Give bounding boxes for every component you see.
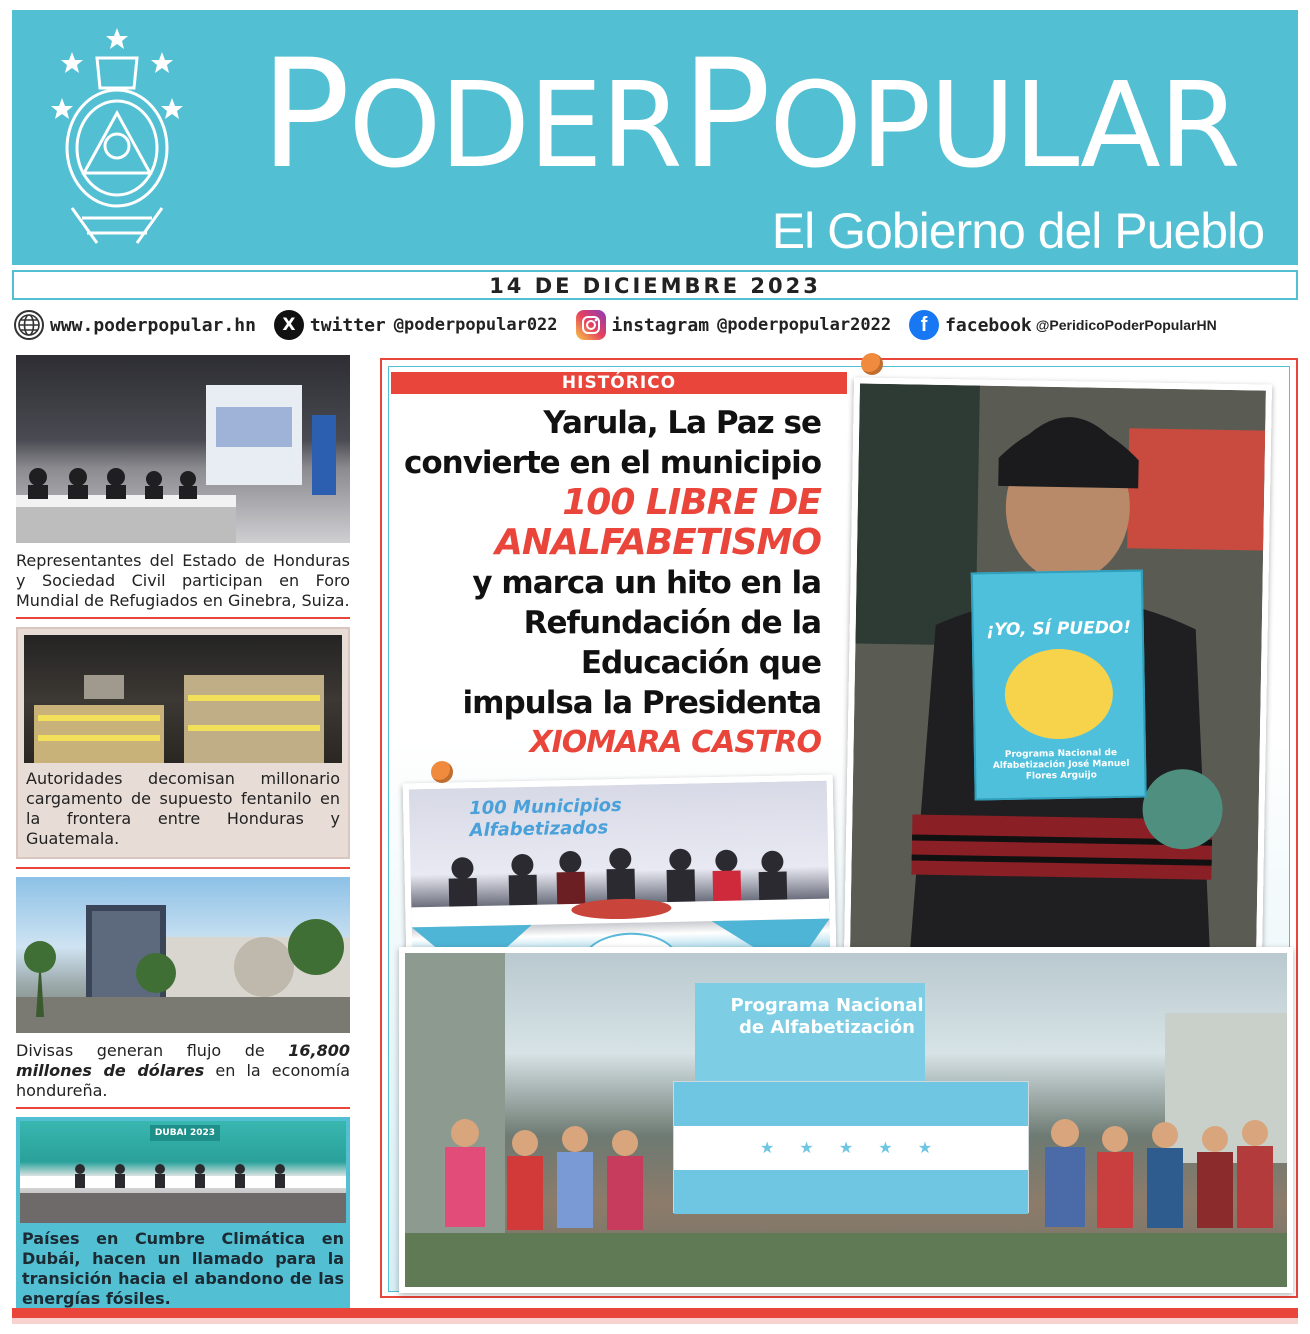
feature-kicker: HISTÓRICO (391, 372, 847, 394)
story-caption: Representantes del Estado de Honduras y Sociedad Civil participan en Foro Mundial de Refugiados en Ginebra, Suiza. (16, 551, 350, 610)
x-logo-icon: X (274, 310, 304, 340)
facebook-label: facebook (945, 314, 1032, 336)
story-photo (16, 355, 350, 543)
date-bar (12, 270, 1298, 300)
divider (16, 617, 350, 619)
headline-highlight: 100 LIBRE DE (562, 482, 821, 523)
sun-icon (1004, 648, 1114, 740)
instagram-icon (576, 310, 606, 340)
book-subtitle: Programa Nacional de Alfabetización José Manuel Flores Arguijo (992, 748, 1130, 782)
banner-text: Programa Nacional de Alfabetización (730, 995, 924, 1038)
masthead-tagline: El Gobierno del Pueblo (771, 203, 1264, 259)
flag-stripe (674, 1082, 1028, 1126)
bottom-rule-light (12, 1318, 1298, 1324)
headline-line: Educación que (580, 645, 821, 681)
feature-headline (403, 403, 821, 763)
story-caption: Países en Cumbre Climática en Dubái, hacen un llamado para la transición hacia el abandono de las energías fósiles. (22, 1229, 344, 1308)
sidebar-story-fentanyl[interactable] (16, 627, 350, 859)
instagram-label: instagram (611, 314, 710, 336)
photo-woman-with-book (844, 377, 1272, 962)
facebook-icon: f (909, 310, 939, 340)
issue-date: 14 DE DICIEMBRE 2023 (489, 274, 821, 298)
story-photo (24, 635, 342, 763)
masthead-title: PODERPOPULAR (260, 28, 1239, 202)
divider (16, 867, 350, 869)
coat-of-arms-icon (42, 18, 192, 254)
flag-stripe (674, 1170, 1028, 1214)
honduras-flag (673, 1081, 1029, 1213)
sidebar-news (16, 355, 350, 1315)
instagram-handle: @poderpopular2022 (717, 315, 892, 335)
divider (16, 1107, 350, 1109)
headline-line: convierte en el municipio (403, 445, 821, 481)
headline-line: Yarula, La Paz se (543, 405, 821, 441)
globe-icon (14, 310, 44, 340)
sidebar-story-geneva[interactable] (16, 355, 350, 611)
book-title: ¡YO, SÍ PUEDO! (986, 617, 1132, 641)
social-instagram[interactable] (576, 310, 892, 340)
headline-line: impulsa la Presidenta (462, 685, 821, 721)
main-feature[interactable] (380, 358, 1298, 1298)
story-photo (16, 877, 350, 1033)
twitter-handle: @poderpopular022 (393, 315, 558, 335)
headline-president-name: XIOMARA CASTRO (529, 725, 821, 760)
photo-children-with-flag (399, 947, 1293, 1293)
story-photo (20, 1121, 346, 1223)
bottom-rule (12, 1308, 1298, 1318)
masthead (12, 10, 1298, 265)
headline-line: Refundación de la (523, 605, 821, 641)
web-url: www.poderpopular.hn (50, 314, 256, 336)
sidebar-story-divisas[interactable] (16, 877, 350, 1101)
social-facebook[interactable] (909, 310, 1217, 340)
story-highlight: 16,800 millones de dólares (16, 1041, 350, 1080)
photo-banner-label: DUBAI 2023 (150, 1125, 220, 1141)
headline-line: y marca un hito en la (472, 565, 821, 601)
sidebar-story-dubai[interactable] (16, 1117, 350, 1315)
banner-text: 100 Municipios Alfabetizados (469, 794, 622, 842)
social-twitter[interactable] (274, 310, 558, 340)
feature-panel (388, 366, 1290, 1292)
headline-highlight: ANALFABETISMO (495, 522, 821, 563)
twitter-label: twitter (309, 314, 386, 336)
story-caption: Autoridades decomisan millonario cargamento de supuesto fentanilo en la frontera entre Honduras y Guatemala. (26, 769, 340, 848)
pushpin-icon (861, 353, 883, 375)
flag-stars: ★ ★ ★ ★ ★ (674, 1126, 1028, 1170)
facebook-handle: @PeridicoPoderPopularHN (1035, 317, 1217, 333)
social-bar (14, 307, 1300, 343)
pushpin-icon (431, 761, 453, 783)
story-caption: Divisas generan flujo de 16,800 millones de dólares en la economía hondureña. (16, 1041, 351, 1100)
literacy-book (971, 570, 1147, 801)
social-web[interactable] (14, 310, 256, 340)
